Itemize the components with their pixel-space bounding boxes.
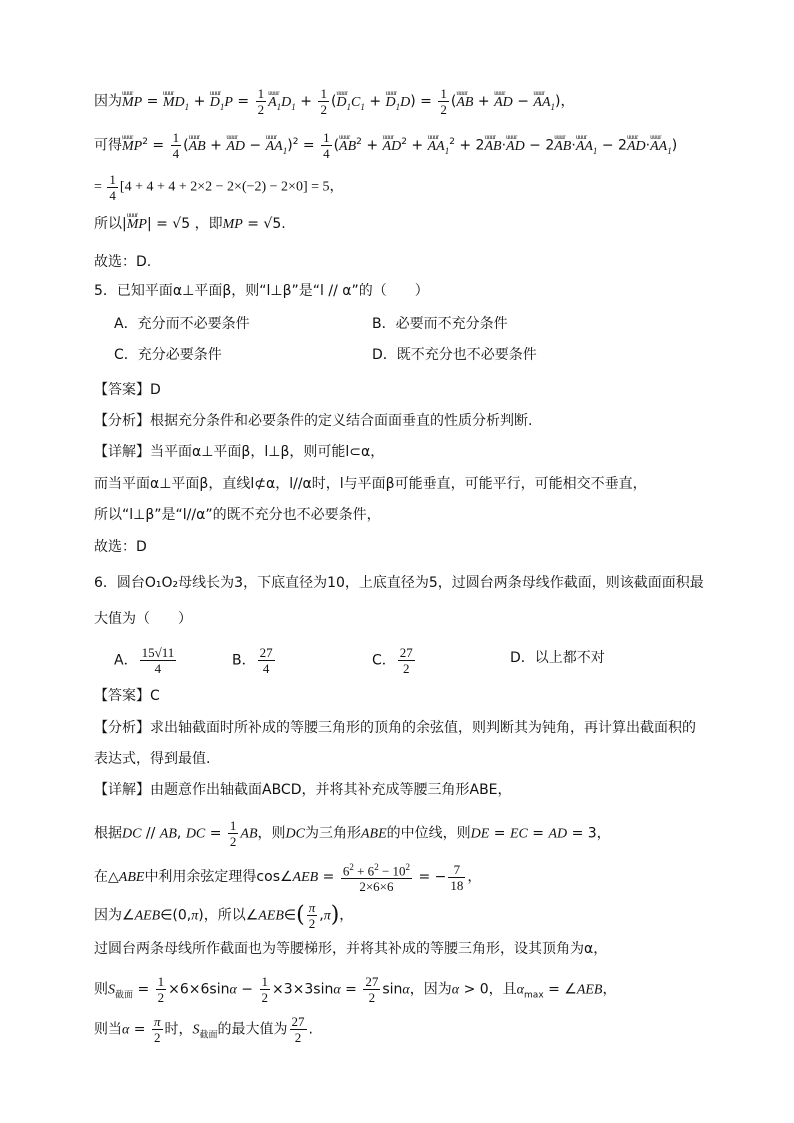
q5-option-b: B．必要而不充分条件 bbox=[372, 316, 508, 332]
analysis-text: 根据充分条件和必要条件的定义结合面面垂直的性质分析判断. bbox=[150, 413, 533, 429]
proof-choose: 故选：D. bbox=[94, 254, 152, 270]
q5-detail-2: 而当平面α⊥平面β，直线l⊄α，l//α时，l与平面β可能垂直，可能平行，可能相交不垂直， bbox=[94, 476, 647, 492]
q6-option-b: B． $\frac{27}{4}$ bbox=[232, 645, 273, 676]
proof-line-1: 因为uuur MP = uuur $MD_1$ + uuur $D_1P$ = $\frac{1}{2}$ uuur $A_1D_1$ + $\frac{1}{2}$ (uuur $D_1C_1$ + uuur $D_1D$) = $\frac{1}{2}$ (uuur AB + uuur AD − uuur $AA_1$)， bbox=[94, 86, 574, 117]
answer-tag: 【答案】 bbox=[94, 688, 150, 704]
q6-option-d: D．以上都不对 bbox=[510, 650, 605, 666]
detail-tag: 【详解】 bbox=[94, 782, 150, 798]
proof-line-2: 可得uuur $MP^2$ = $\frac{1}{4}$ (uuur AB + uuur AD − uuur $AA_1)^2$ = $\frac{1}{4}$ (uuur $AB^2$ + uuur $AD^2$ + uuur $AA_1^2$ + 2uuur AB·uuur AD − 2uuur AB·uuur $AA_1$ − 2uuur AD·uuur $AA_1$) bbox=[94, 130, 677, 161]
q6-detail-7: 则当α = $\frac{\pi}{2}$ 时，$S_{截面}$的最大值为 $\frac{27}{2}$ . bbox=[94, 1014, 313, 1045]
q6-detail-2: 根据DC // AB, DC = $\frac{1}{2}$ AB，则DC为三角形ABE的中位线，则DE = EC = AD = 3， bbox=[94, 818, 611, 849]
q6-stem-1: 6．圆台O₁O₂母线长为3，下底直径为10，上底直径为5，过圆台两条母线作截面，则该截面面积最 bbox=[94, 575, 704, 591]
proof-line-4: 所以|uuur MP| = √5 ，即MP = √5. bbox=[94, 214, 286, 235]
q5-stem: 5．已知平面α⊥平面β，则“l⊥β”是“l // α”的（ ） bbox=[94, 283, 429, 299]
answer-tag: 【答案】 bbox=[94, 382, 150, 398]
detail-text: 由题意作出轴截面ABCD，并将其补充成等腰三角形ABE， bbox=[150, 782, 512, 798]
q5-answer bbox=[94, 380, 161, 400]
answer-value: C bbox=[150, 688, 160, 704]
proof-line-3: = $\frac{1}{4}$ [4 + 4 + 4 + 2×2 − 2×(−2) − 2×0] = 5， bbox=[94, 172, 344, 203]
analysis-tag: 【分析】 bbox=[94, 720, 150, 736]
detail-text: 当平面α⊥平面β，l⊥β，则可能l⊂α， bbox=[150, 444, 385, 460]
q6-answer bbox=[94, 686, 160, 706]
analysis-tag: 【分析】 bbox=[94, 413, 150, 429]
detail-tag: 【详解】 bbox=[94, 444, 150, 460]
q6-option-c: C． $\frac{27}{2}$ bbox=[372, 645, 413, 676]
q5-choose: 故选：D bbox=[94, 539, 147, 555]
q6-stem-2: 大值为（ ） bbox=[94, 611, 192, 627]
analysis-text: 求出轴截面时所补成的等腰三角形的顶角的余弦值，则判断其为钝角，再计算出截面积的 bbox=[150, 720, 696, 736]
q6-option-a: A． $\frac{15√11}{4}$ bbox=[114, 645, 175, 676]
q5-detail-1 bbox=[94, 442, 384, 462]
q6-analysis-1 bbox=[94, 718, 696, 738]
q6-detail-4: 因为∠AEB∈(0,π)，所以∠AEB∈( $\frac{\pi}{2}$ ,π)， bbox=[94, 900, 354, 931]
answer-value: D bbox=[150, 382, 161, 398]
q6-detail-3: 在△ABE中利用余弦定理得cos∠AEB = $\frac{6^2 + 6^2 - 10^2}{2\times 6\times 6}$ = − $\frac{7}{18}$ ， bbox=[94, 861, 482, 895]
q6-analysis-2: 表达式，得到最值. bbox=[94, 751, 211, 767]
q5-option-a: A．充分而不必要条件 bbox=[114, 316, 250, 332]
q6-detail-5: 过圆台两条母线所作截面也为等腰梯形，并将其补成的等腰三角形，设其顶角为α， bbox=[94, 941, 608, 957]
q5-analysis bbox=[94, 411, 532, 431]
q6-detail-6: 则$S_{截面}$ = $\frac{1}{2}$ ×6×6sinα − $\frac{1}{2}$ ×3×3sinα = $\frac{27}{2}$ sinα，因为α > 0，且$\alpha_{max}$ = ∠AEB， bbox=[94, 974, 617, 1005]
q6-detail-1 bbox=[94, 780, 512, 800]
q5-detail-3: 所以“l⊥β”是“l//α”的既不充分也不必要条件， bbox=[94, 507, 381, 523]
q5-option-d: D．既不充分也不必要条件 bbox=[372, 347, 537, 363]
q5-option-c: C．充分必要条件 bbox=[114, 347, 222, 363]
